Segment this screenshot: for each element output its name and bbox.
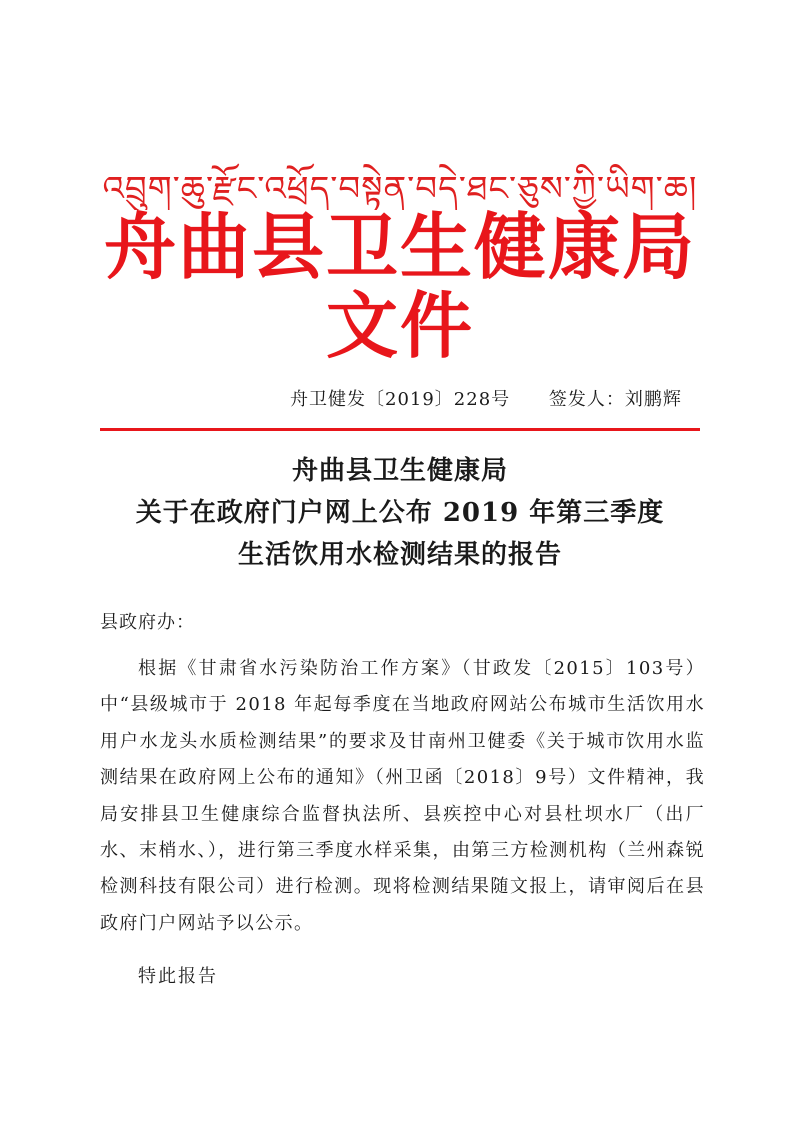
red-divider-line xyxy=(100,428,700,431)
report-title-line-2: 关于在政府门户网上公布 2019 年第三季度 xyxy=(135,498,665,528)
salutation: 县政府办： xyxy=(100,612,195,633)
signer: 签发人：刘鹏辉 xyxy=(548,389,682,410)
closing-text: 特此报告 xyxy=(138,966,218,987)
tibetan-header-title: འབྲུག་ཆུ་རྫོང་འཕྲོད་བསྟེན་བདེ་ཐང་ཅུས་ཀྱི་ཡིག་ཆ། xyxy=(102,169,698,209)
body-paragraph: 根据《甘肃省水污染防治工作方案》（甘政发〔2015〕103号）中“县级城市于 2018 年起每季度在当地政府网站公布城市生活饮用水用户水龙头水质检测结果”的要求及甘南州卫健委《关于城市饮用水监测结果在政府网上公布的通知》（州卫函〔2018〕9号）文件精神，我局安排县卫生健康综合监督执法所、县疾控中心对县杜坝水厂（出厂水、末梢水、），进行第三季度水样采集，由第三方检测机构（兰州森锐检测科技有限公司）进行检测。现将检测结果随文报上，请审阅后在县政府门户网站予以公示。 xyxy=(100,658,705,934)
report-title-line-1: 舟曲县卫生健康局 xyxy=(291,456,508,486)
document-meta xyxy=(290,385,710,411)
report-title-line-3: 生活饮用水检测结果的报告 xyxy=(237,540,562,570)
document-number: 舟卫健发〔2019〕228号 xyxy=(290,389,511,410)
report-title xyxy=(90,450,710,576)
red-header-title: 舟曲县卫生健康局文件 xyxy=(103,205,696,369)
